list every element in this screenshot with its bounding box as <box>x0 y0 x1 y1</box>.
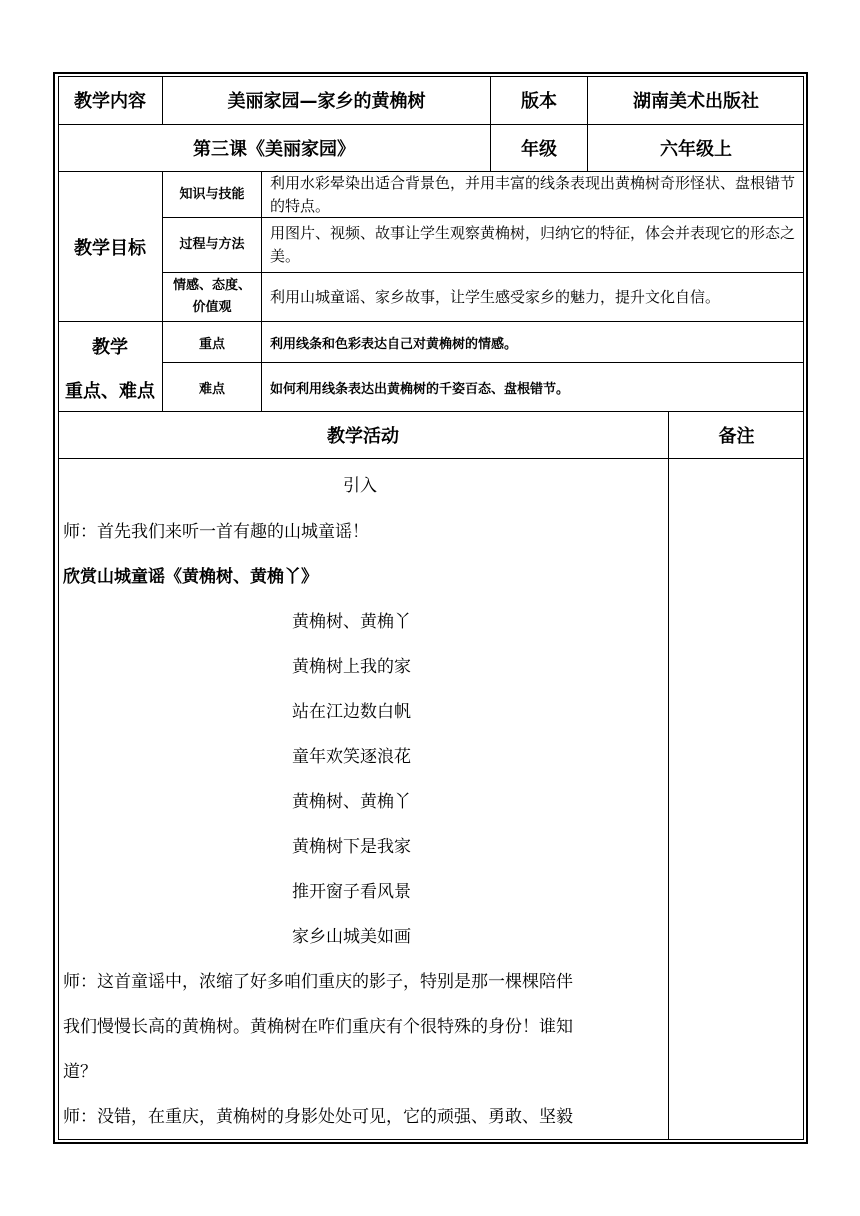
poem-line: 童年欢笑逐浪花 <box>292 747 411 767</box>
label-teaching-content: 教学内容 <box>74 91 146 112</box>
focus-label: 重点 <box>198 336 225 352</box>
label-edition: 版本 <box>521 91 557 112</box>
label-key-points-line2: 重点、难点 <box>65 381 155 402</box>
objective-category: 知识与技能 <box>179 186 245 202</box>
objective-text: 利用山城童谣、家乡故事，让学生感受家乡的魅力，提升文化自信。 <box>270 287 721 306</box>
label-grade: 年级 <box>521 139 557 160</box>
poem-line: 站在江边数白帆 <box>292 702 411 722</box>
label-objectives: 教学目标 <box>74 237 146 259</box>
publisher: 湖南美术出版社 <box>633 91 759 112</box>
paragraph-line: 师：这首童谣中，浓缩了好多咱们重庆的影子，特别是那一棵棵陪伴 <box>63 972 573 992</box>
difficulty-text: 如何利用线条表达出黄桷树的千姿百态、盘根错节。 <box>270 381 570 397</box>
lesson-name: 第三课《美丽家园》 <box>193 139 355 160</box>
lesson-title: 美丽家园—家乡的黄桷树 <box>227 91 426 112</box>
poem-line: 推开窗子看风景 <box>292 882 411 902</box>
grade-value: 六年级上 <box>660 139 732 160</box>
objective-text: 用图片、视频、故事让学生观察黄桷树，归纳它的特征，体会并表现它的形态之美。 <box>270 224 796 265</box>
teacher-line: 师：首先我们来听一首有趣的山城童谣！ <box>63 522 369 542</box>
label-key-points-line1: 教学 <box>92 337 128 358</box>
difficulty-label: 难点 <box>198 381 225 397</box>
paragraph-line: 我们慢慢长高的黄桷树。黄桷树在咋们重庆有个很特殊的身份！谁知 <box>63 1017 573 1037</box>
rule <box>668 411 669 1140</box>
paragraph-line: 师：没错，在重庆，黄桷树的身影处处可见，它的顽强、勇敢、坚毅 <box>63 1107 573 1127</box>
objective-category: 过程与方法 <box>179 237 245 252</box>
column-header-activity: 教学活动 <box>327 426 399 447</box>
column-header-notes: 备注 <box>718 426 755 447</box>
objective-text: 利用水彩晕染出适合背景色，并用丰富的线条表现出黄桷树奇形怪状、盘根错节的特点。 <box>270 173 796 215</box>
poem-line: 黄桷树、黄桷丫 <box>292 792 411 812</box>
song-title: 欣赏山城童谣《黄桷树、黄桷丫》 <box>63 567 318 587</box>
poem-line: 黄桷树、黄桷丫 <box>292 612 411 632</box>
section-heading: 引入 <box>343 476 377 496</box>
objective-category: 情感、态度、价值观 <box>172 278 251 315</box>
rule <box>58 458 804 459</box>
paragraph-line: 道？ <box>63 1062 97 1082</box>
focus-text: 利用线条和色彩表达自己对黄桷树的情感。 <box>270 336 518 352</box>
poem-line: 家乡山城美如画 <box>292 927 411 947</box>
poem-line: 黄桷树上我的家 <box>292 657 411 677</box>
poem-line: 黄桷树下是我家 <box>292 837 411 857</box>
